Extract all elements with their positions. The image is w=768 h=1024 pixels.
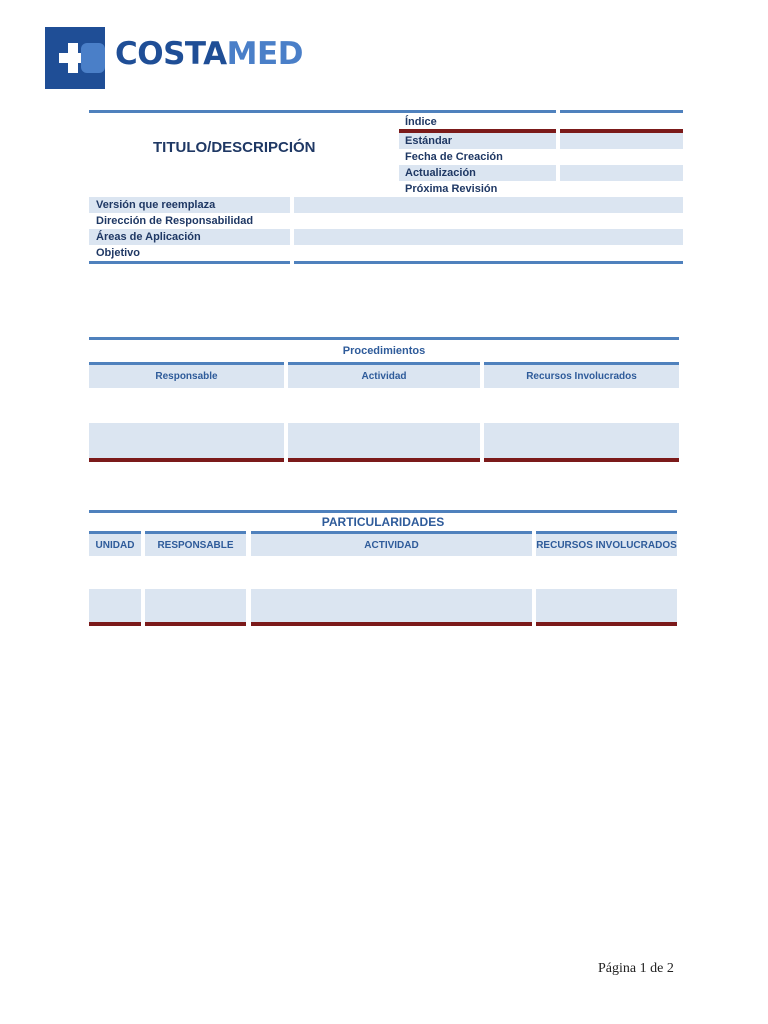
field-version-label: Versión que reemplaza [96, 199, 216, 211]
particularidades-cell [536, 589, 677, 622]
procedimientos-cell [484, 423, 679, 458]
field-objetivo-label: Objetivo [96, 247, 141, 259]
col-unidad: UNIDAD [95, 540, 135, 551]
col-responsable-upper: RESPONSABLE [157, 540, 234, 551]
particularidades-top-rule [89, 510, 677, 513]
field-estandar-label: Estándar [405, 135, 453, 147]
field-version-value [294, 197, 683, 213]
document-title: TITULO/DESCRIPCIÓN [153, 139, 316, 156]
procedimientos-cell [288, 423, 480, 458]
col-recursos: Recursos Involucrados [526, 371, 637, 382]
field-indice-label: Índice [405, 116, 437, 128]
field-areas-label: Áreas de Aplicación [96, 231, 201, 243]
header-bottom-rule [89, 261, 290, 264]
field-proxima-label: Próxima Revisión [405, 183, 498, 195]
red-rule [288, 458, 480, 462]
red-rule [145, 622, 246, 626]
col-actividad: Actividad [361, 371, 407, 382]
page-number: Página 1 de 2 [598, 961, 674, 976]
col-responsable: Responsable [155, 371, 218, 382]
header-top-rule-right [560, 110, 683, 113]
red-rule [484, 458, 679, 462]
header-top-rule [89, 110, 556, 113]
col-actividad-upper: ACTIVIDAD [364, 540, 419, 551]
brand-name-part2: MED [226, 36, 303, 72]
field-estandar-value [560, 133, 683, 149]
field-actualizacion-label: Actualización [405, 167, 476, 179]
field-areas-value [294, 229, 683, 245]
red-rule [89, 622, 141, 626]
cross-logo-icon [45, 27, 105, 89]
particularidades-cell [89, 589, 141, 622]
field-direccion-label: Dirección de Responsabilidad [96, 215, 254, 227]
brand-logo-text [115, 34, 303, 74]
particularidades-caption: PARTICULARIDADES [321, 515, 445, 529]
col-recursos-upper: RECURSOS INVOLUCRADOS [536, 540, 677, 551]
red-rule [536, 622, 677, 626]
field-fecha-label: Fecha de Creación [405, 151, 503, 163]
field-actualizacion-value [560, 165, 683, 181]
red-rule [89, 458, 284, 462]
procedimientos-caption: Procedimientos [342, 345, 426, 357]
red-rule [251, 622, 532, 626]
brand-name-part1: COSTA [115, 36, 227, 72]
particularidades-cell [145, 589, 246, 622]
procedimientos-cell [89, 423, 284, 458]
header-bottom-rule-right [294, 261, 683, 264]
procedimientos-top-rule [89, 337, 679, 340]
logo-mark [45, 27, 105, 89]
particularidades-cell [251, 589, 532, 622]
